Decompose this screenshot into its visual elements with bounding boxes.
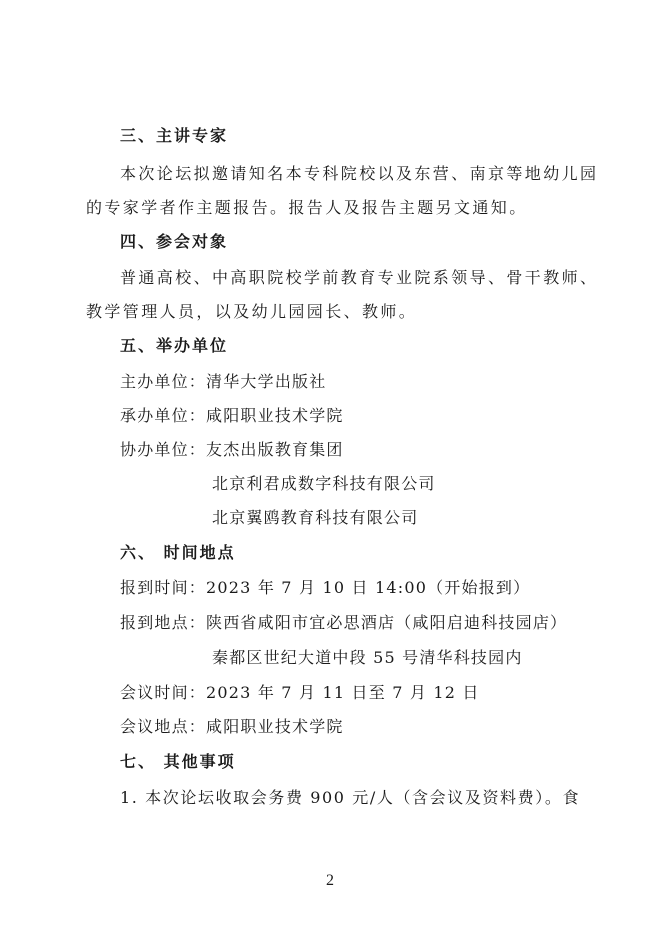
meeting-time-row xyxy=(120,683,480,703)
host-unit-value: 清华大学出版社 xyxy=(206,372,327,391)
co-unit-value: 北京翼鸥教育科技有限公司 xyxy=(212,508,419,527)
section-heading-experts: 三、主讲专家 xyxy=(120,126,229,145)
registration-time-label: 报到时间： xyxy=(120,578,207,597)
page-number: 2 xyxy=(326,872,334,889)
meeting-time-label: 会议时间： xyxy=(120,683,207,702)
organizer-unit-row xyxy=(120,406,344,426)
registration-place-address: 秦都区世纪大道中段 55 号清华科技园内 xyxy=(212,648,523,667)
section-heading-time-place: 六、 时间地点 xyxy=(120,543,236,562)
host-unit-row xyxy=(120,372,326,392)
registration-time-value: 2023 年 7 月 10 日 14:00（开始报到） xyxy=(206,578,531,597)
registration-place-row xyxy=(120,613,567,633)
co-unit-label: 协办单位： xyxy=(120,440,207,459)
meeting-place-value: 咸阳职业技术学院 xyxy=(206,717,344,736)
paragraph-line: 教学管理人员，以及幼儿园园长、教师。 xyxy=(86,302,418,321)
registration-time-row xyxy=(120,578,530,598)
organizer-unit-value: 咸阳职业技术学院 xyxy=(206,406,344,425)
meeting-place-row xyxy=(120,717,344,737)
paragraph-line: 的专家学者作主题报告。报告人及报告主题另文通知。 xyxy=(86,198,528,217)
registration-place-label: 报到地点： xyxy=(120,613,207,632)
meeting-place-label: 会议地点： xyxy=(120,717,207,736)
paragraph-line: 1. 本次论坛收取会务费 900 元/人（含会议及资料费）。食 xyxy=(120,788,581,807)
host-unit-label: 主办单位： xyxy=(120,372,207,391)
registration-place-value: 陕西省咸阳市宜必思酒店（咸阳启迪科技园店） xyxy=(206,613,568,632)
paragraph-line: 本次论坛拟邀请知名本专科院校以及东营、南京等地幼儿园 xyxy=(120,164,599,183)
co-unit-value: 友杰出版教育集团 xyxy=(206,440,344,459)
organizer-unit-label: 承办单位： xyxy=(120,406,207,425)
section-heading-other-matters: 七、 其他事项 xyxy=(120,752,236,771)
section-heading-participants: 四、参会对象 xyxy=(120,232,229,251)
co-unit-value: 北京利君成数字科技有限公司 xyxy=(212,474,436,493)
paragraph-line: 普通高校、中高职院校学前教育专业院系领导、骨干教师、 xyxy=(120,268,599,287)
meeting-time-value: 2023 年 7 月 11 日至 7 月 12 日 xyxy=(206,683,480,702)
section-heading-organizers: 五、举办单位 xyxy=(120,336,229,355)
co-unit-row xyxy=(120,440,344,460)
